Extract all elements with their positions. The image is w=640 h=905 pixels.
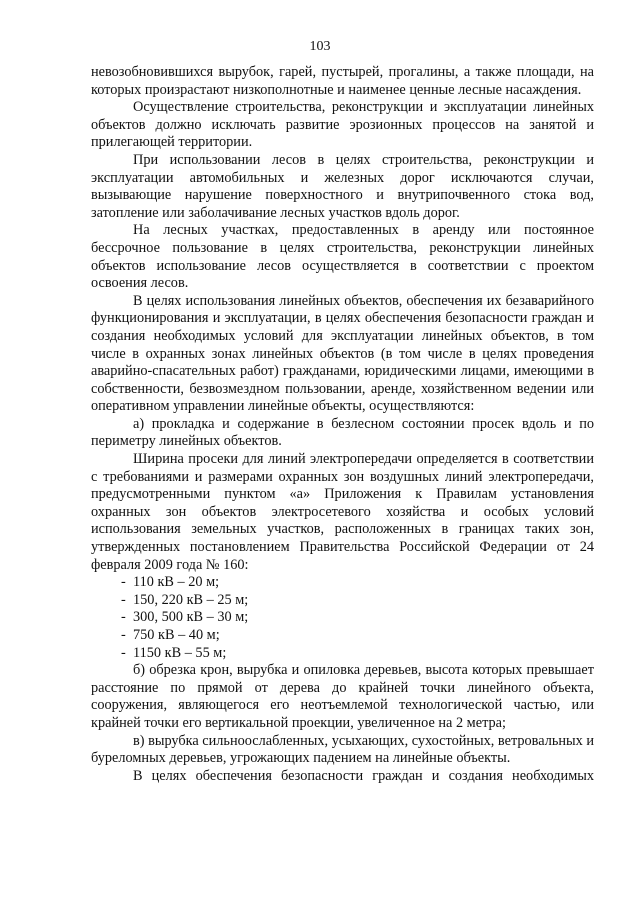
list-item: - 110 кВ – 20 м; (121, 574, 220, 591)
paragraph: На лесных участках, предоставленных в аренду или постоянное бессрочное пользование в целях строительства, реконструкции линейных объектов использование лесов осуществляется в соответствии с проектом освоения лесов. (91, 222, 594, 292)
paragraph-cut-off: В целях обеспечения безопасности граждан и создания необходимых (133, 767, 594, 784)
voltage-width-list (91, 574, 594, 662)
list-item: - 1150 кВ – 55 м; (121, 644, 227, 661)
document-body (91, 64, 594, 785)
paragraph: При использовании лесов в целях строительства, реконструкции и эксплуатации автомобильных и железных дорог исключаются случаи, вызывающие нарушение поверхностного и внутрипочвенного стока вод, затопление или заболачивание лесных участков вдоль дорог. (91, 151, 594, 221)
list-item: - 150, 220 кВ – 25 м; (121, 591, 249, 608)
list-item: - 300, 500 кВ – 30 м; (121, 609, 249, 626)
paragraph-item-b: б) обрезка крон, вырубка и опиловка деревьев, высота которых превышает расстояние по прямой от дерева до крайней точки линейного объекта, сооружения, являющегося его неотъемлемой технологической частью, или крайней точки его вертикальной проекции, увеличенное на 2 метра; (91, 662, 594, 731)
page-number: 103 (309, 39, 331, 54)
paragraph-item-a: а) прокладка и содержание в безлесном состоянии просек вдоль и по периметру линейных объектов. (91, 415, 594, 450)
paragraph-item-c: в) вырубка сильноослабленных, усыхающих, сухостойных, ветровальных и буреломных деревьев, угрожающих падением на линейные объекты. (91, 732, 594, 767)
paragraph: Ширина просеки для линий электропередачи определяется в соответствии с требованиями и размерами охранных зон воздушных линий электропередачи, предусмотренными пунктом «а» Приложения к Правилам установления охранных зон объектов электросетевого хозяйства и особых условий использования земельных участков, расположенных в границах таких зон, утвержденных постановлением Правительства Российской Федерации от 24 февраля 2009 года № 160: (91, 451, 594, 573)
paragraph: Осуществление строительства, реконструкции и эксплуатации линейных объектов должно исключать развитие эрозионных процессов на занятой и прилегающей территории. (91, 99, 594, 151)
paragraph-continuation: невозобновившихся вырубок, гарей, пустырей, прогалины, а также площади, на которых произрастают низкополнотные и наименее ценные лесные насаждения. (91, 64, 594, 98)
paragraph: В целях использования линейных объектов, обеспечения их безаварийного функционирования и эксплуатации, в целях обеспечения безопасности граждан и создания необходимых условий для эксплуатации линейных объектов, в том числе в охранных зонах линейных объектов (в том числе в целях проведения аварийно-спасательных работ) гражданами, юридическими лицами, имеющими в собственности, безвозмездном пользовании, аренде, хозяйственном ведении или оперативном управлении линейные объекты, осуществляются: (91, 292, 594, 415)
list-item: - 750 кВ – 40 м; (121, 627, 220, 643)
